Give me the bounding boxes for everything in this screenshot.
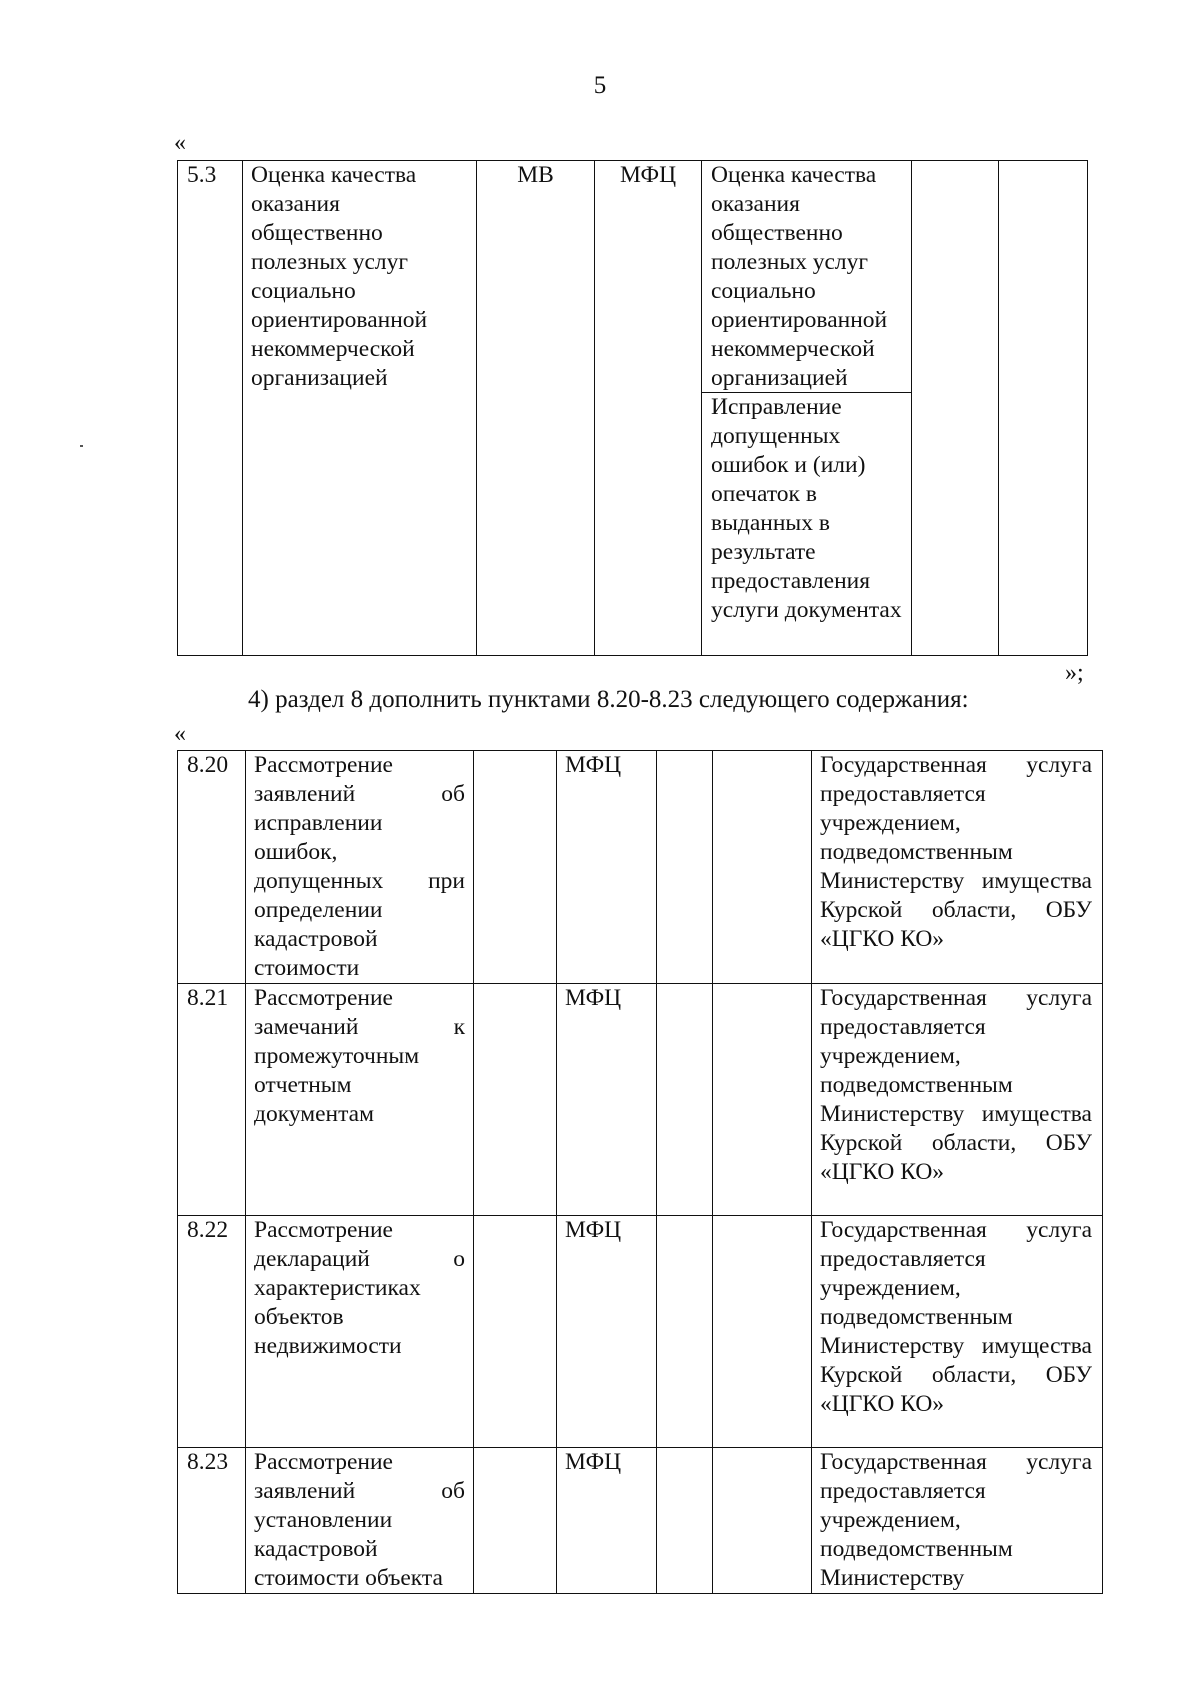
col-mfc: МФЦ <box>557 751 657 984</box>
col-mv: МВ <box>477 161 595 656</box>
service-description: Рассмотрение деклараций о характеристиках объектов недвижимости <box>246 1216 474 1448</box>
subservices-cell <box>702 161 912 656</box>
col-mfc: МФЦ <box>595 161 702 656</box>
empty-cell <box>657 984 713 1216</box>
subservice-2: Исправление допущенных ошибок и (или) опечаток в выданных в результате предоставления услуги документах <box>711 394 902 623</box>
service-note: Государственная услуга предоставляется учреждением, подведомственным Министерству <box>812 1448 1103 1594</box>
empty-cell <box>474 751 557 984</box>
table-row <box>178 161 1088 656</box>
row-number: 8.23 <box>178 1448 246 1594</box>
amendment-text: 4) раздел 8 дополнить пунктами 8.20-8.23 следующего содержания: <box>248 686 969 713</box>
empty-cell <box>713 1216 812 1448</box>
empty-cell <box>657 1216 713 1448</box>
quote-open-1: « <box>174 130 186 156</box>
col-mfc: МФЦ <box>557 1216 657 1448</box>
empty-cell <box>474 1448 557 1594</box>
service-description: Оценка качества оказания общественно полезных услуг социально ориентированной некоммерческой организацией <box>243 161 477 656</box>
col-mfc: МФЦ <box>557 1448 657 1594</box>
empty-cell <box>474 1216 557 1448</box>
empty-cell <box>713 751 812 984</box>
row-number: 8.22 <box>178 1216 246 1448</box>
subservice-1: Оценка качества оказания общественно полезных услуг социально ориентированной некоммерческой организацией <box>702 161 911 393</box>
service-note: Государственная услуга предоставляется учреждением, подведомственным Министерству имущества Курской области, ОБУ «ЦГКО КО» <box>812 751 1103 984</box>
page-number: 5 <box>593 72 607 99</box>
quote-open-2: « <box>174 721 186 747</box>
services-table-section-5 <box>177 160 1088 656</box>
empty-cell <box>713 984 812 1216</box>
table-row <box>178 984 1103 1216</box>
quote-close: »; <box>1065 660 1084 686</box>
services-table-section-8 <box>177 750 1103 1594</box>
col-mfc: МФЦ <box>557 984 657 1216</box>
empty-cell <box>657 1448 713 1594</box>
scan-speck <box>80 445 83 447</box>
empty-cell <box>657 751 713 984</box>
empty-cell <box>474 984 557 1216</box>
service-description: Рассмотрение заявлений об установлении кадастровой стоимости объекта <box>246 1448 474 1594</box>
row-number: 8.21 <box>178 984 246 1216</box>
row-number: 5.3 <box>178 161 243 656</box>
service-description: Рассмотрение замечаний к промежуточным отчетным документам <box>246 984 474 1216</box>
table-row <box>178 751 1103 984</box>
service-description: Рассмотрение заявлений об исправлении ошибок, допущенных при определении кадастровой стоимости <box>246 751 474 984</box>
empty-cell <box>912 161 999 656</box>
row-number: 8.20 <box>178 751 246 984</box>
empty-cell <box>999 161 1088 656</box>
table-row <box>178 1448 1103 1594</box>
service-note: Государственная услуга предоставляется учреждением, подведомственным Министерству имущества Курской области, ОБУ «ЦГКО КО» <box>812 984 1103 1216</box>
service-note: Государственная услуга предоставляется учреждением, подведомственным Министерству имущества Курской области, ОБУ «ЦГКО КО» <box>812 1216 1103 1448</box>
empty-cell <box>713 1448 812 1594</box>
table-row <box>178 1216 1103 1448</box>
